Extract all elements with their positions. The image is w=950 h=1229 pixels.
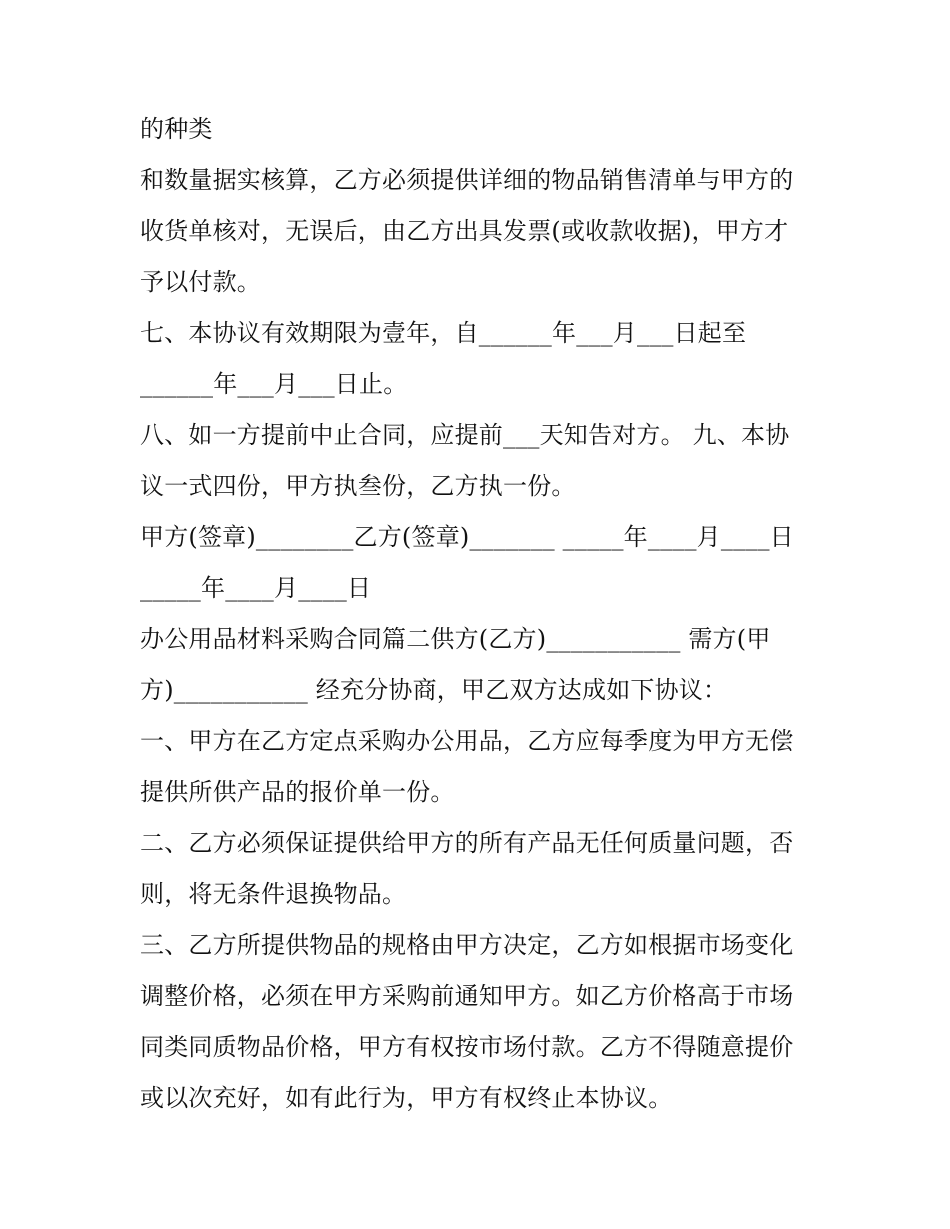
text-line: 和数量据实核算，乙方必须提供详细的物品销售清单与甲方的: [140, 166, 794, 194]
clause-8-line: 八、如一方提前中止合同，应提前___天知告对方。 九、本协: [140, 421, 790, 449]
text-line: ______年___月___日止。: [140, 370, 408, 398]
text-line: 同类同质物品价格，甲方有权按市场付款。乙方不得随意提价: [140, 1033, 794, 1061]
contract-2-heading-line: 办公用品材料采购合同篇二供方(乙方)___________ 需方(甲: [140, 625, 771, 653]
text-line: 的种类: [140, 115, 213, 143]
clause-1-line: 一、甲方在乙方定点采购办公用品，乙方应每季度为甲方无偿: [140, 727, 794, 755]
text-line: 方)___________ 经充分协商，甲乙双方达成如下协议：: [140, 676, 728, 704]
text-line: 或以次充好，如有此行为，甲方有权终止本协议。: [140, 1084, 673, 1112]
document-body: [140, 104, 830, 1124]
text-line: 议一式四份，甲方执叁份，乙方执一份。: [140, 472, 576, 500]
text-line: 则，将无条件退换物品。: [140, 880, 407, 908]
clause-2-line: 二、乙方必须保证提供给甲方的所有产品无任何质量问题，否: [140, 829, 794, 857]
text-line: 收货单核对，无误后，由乙方出具发票(或收款收据)，甲方才: [140, 217, 789, 245]
text-line: 予以付款。: [140, 268, 261, 296]
signature-line: 甲方(签章)________乙方(签章)_______ _____年____月____日: [140, 523, 794, 551]
clause-7-line: 七、本协议有效期限为壹年，自______年___月___日起至: [140, 319, 747, 347]
clause-3-line: 三、乙方所提供物品的规格由甲方决定，乙方如根据市场变化: [140, 931, 794, 959]
text-line: 提供所供产品的报价单一份。: [140, 778, 455, 806]
signature-date-line: _____年____月____日: [140, 574, 372, 602]
text-line: 调整价格，必须在甲方采购前通知甲方。如乙方价格高于市场: [140, 982, 794, 1010]
